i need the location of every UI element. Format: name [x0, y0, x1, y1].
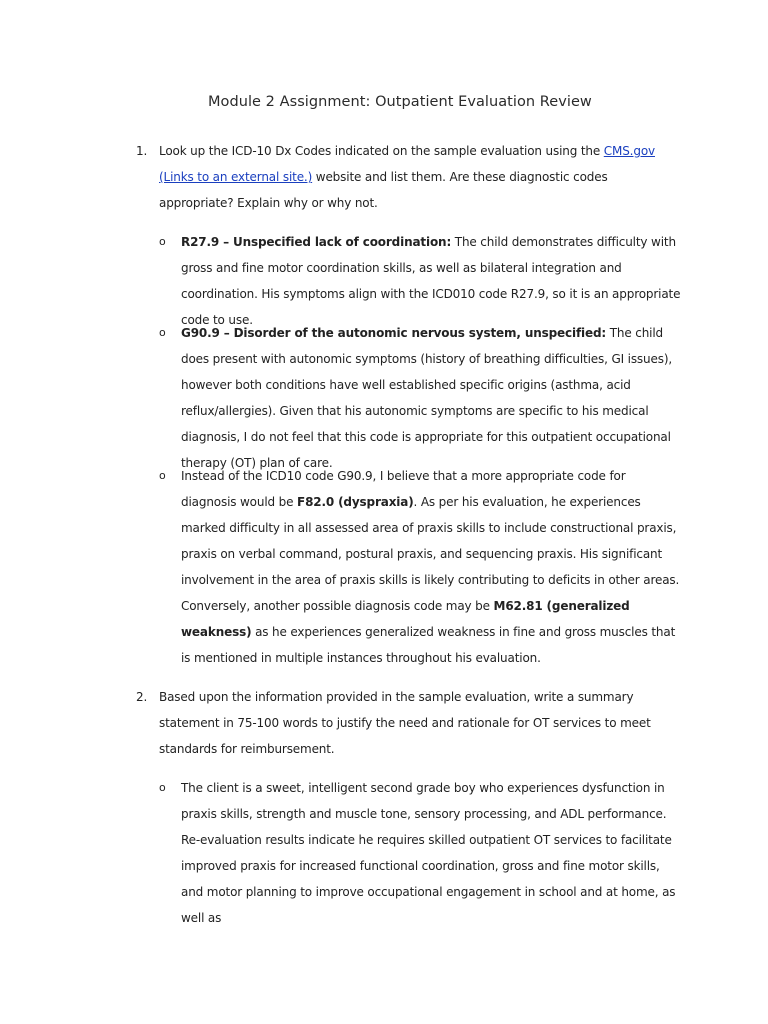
- bullet-f82-0-text-c: as he experiences generalized weakness in fine and gross muscles that is mentioned in multiple instances throughout his evaluation.: [181, 625, 676, 665]
- question-1-text: [159, 138, 679, 216]
- bullet-marker: o: [159, 235, 166, 248]
- document-title: Module 2 Assignment: Outpatient Evaluation Review: [208, 94, 592, 110]
- question-1-number: 1.: [136, 144, 148, 158]
- question-2-number: 2.: [136, 690, 148, 704]
- bullet-r27-9-text: The child demonstrates difficulty with gross and fine motor coordination skills, as well as bilateral integration and coordination. His symptoms align with the ICD010 code R27.9, so it is an appropriate code to use.: [181, 235, 681, 327]
- bullet-marker: o: [159, 469, 166, 482]
- bullet-f82-0: [181, 463, 681, 671]
- bullet-g90-9: [181, 320, 681, 476]
- bullet-summary: The client is a sweet, intelligent second grade boy who experiences dysfunction in praxis skills, strength and muscle tone, sensory processing, and ADL performance. Re-evaluation results indicate he requires skilled outpatient OT services to facilitate improved praxis for increased functional coordination, gross and fine motor skills, and motor planning to improve occupational engagement in school and at home, as well as: [181, 781, 676, 925]
- bullet-marker: o: [159, 326, 166, 339]
- bullet-f82-0-text-a: Instead of the ICD10 code G90.9, I believe that a more appropriate code for diagnosis would be: [181, 469, 626, 509]
- bullet-r27-9-heading: R27.9 – Unspecified lack of coordination:: [181, 235, 452, 249]
- question-1-text-before-link: Look up the ICD-10 Dx Codes indicated on the sample evaluation using the: [159, 144, 604, 158]
- bullet-g90-9-heading: G90.9 – Disorder of the autonomic nervous system, unspecified:: [181, 326, 607, 340]
- bullet-f82-0-code: F82.0 (dyspraxia): [297, 495, 414, 509]
- bullet-f82-0-text-b: . As per his evaluation, he experiences marked difficulty in all assessed area of praxis skills to include constructional praxis, praxis on verbal command, postural praxis, and sequencing praxis. His significant involvement in the area of praxis skills is likely contributing to deficits in other areas. Conversely, another possible diagnosis code may be: [181, 495, 680, 613]
- question-2-text: Based upon the information provided in the sample evaluation, write a summary statement in 75-100 words to justify the need and rationale for OT services to meet standards for reimbursement.: [159, 690, 651, 756]
- bullet-g90-9-text: The child does present with autonomic symptoms (history of breathing difficulties, GI issues), however both conditions have well established specific origins (asthma, acid reflux/allergies). Given that his autonomic symptoms are specific to his medical diagnosis, I do not feel that this code is appropriate for this outpatient occupational therapy (OT) plan of care.: [181, 326, 673, 470]
- question-1-text-after-link: website and list them. Are these diagnostic codes appropriate? Explain why or why not.: [159, 170, 608, 210]
- bullet-m62-81-code: M62.81 (generalized weakness): [181, 599, 630, 639]
- bullet-marker: o: [159, 781, 166, 794]
- bullet-r27-9: [181, 229, 681, 333]
- cms-gov-link[interactable]: CMS.gov (Links to an external site.): [159, 144, 655, 184]
